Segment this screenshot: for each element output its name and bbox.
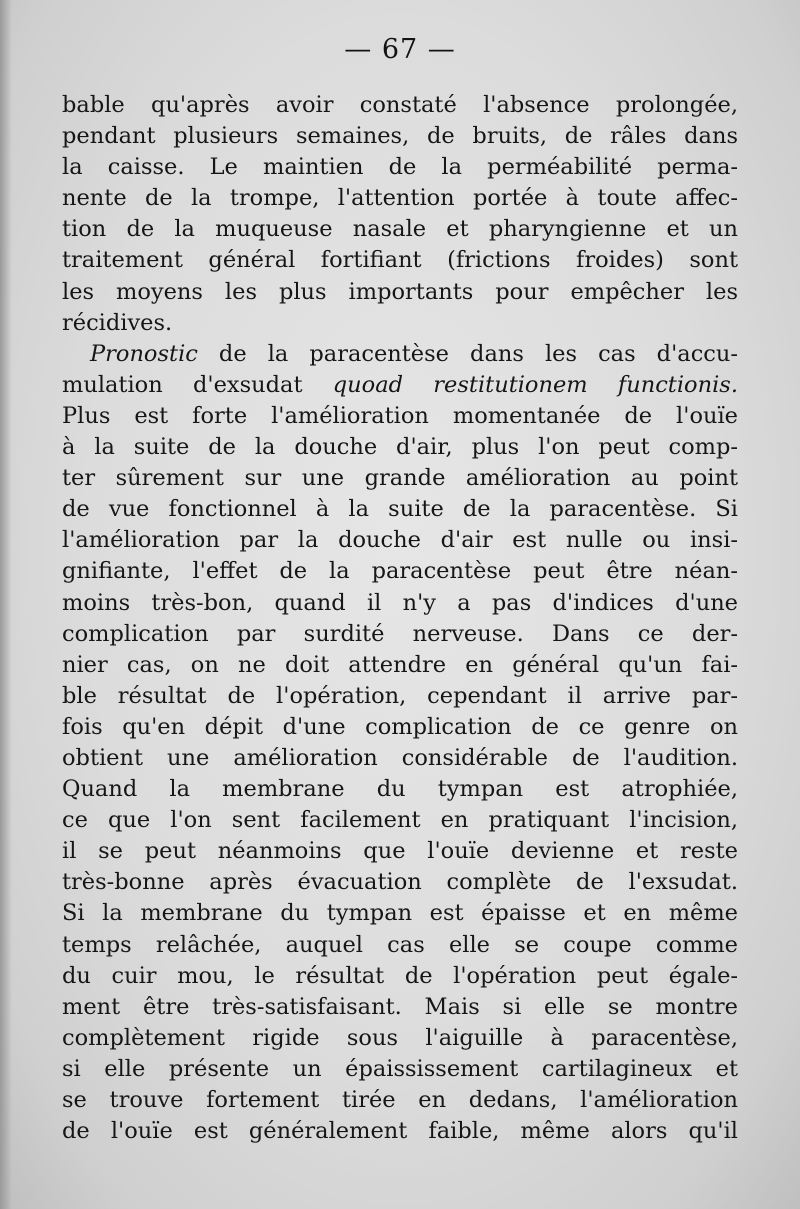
text-line: Si la membrane du tympan est épaisse et en même: [62, 900, 738, 927]
text-line: fois qu'en dépit d'une complication de ce genre on: [62, 713, 738, 740]
text-segment: mulation d'exsudat: [62, 371, 333, 398]
text-line: l'amélioration par la douche d'air est nulle ou insi-: [62, 527, 738, 554]
text-line: de vue fonctionnel à la suite de la paracentèse. Si: [62, 496, 738, 523]
text-line: de l'ouïe est généralement faible, même alors qu'il: [62, 1118, 738, 1145]
text-line: les moyens les plus importants pour empêcher les: [62, 278, 738, 305]
body-text: [62, 90, 738, 1147]
text-line: obtient une amélioration considérable de l'audition.: [62, 744, 738, 771]
text-line: [62, 339, 738, 370]
text-line: récidives.: [62, 309, 173, 336]
text-line: la caisse. Le maintien de la perméabilité perma-: [62, 154, 738, 181]
page-number: — 67 —: [344, 34, 456, 65]
text-line: moins très-bon, quand il n'y a pas d'indices d'une: [62, 589, 738, 616]
text-line: gnifiante, l'effet de la paracentèse peut être néan-: [62, 558, 738, 585]
text-line: à la suite de la douche d'air, plus l'on peut comp-: [62, 434, 738, 461]
text-line: Quand la membrane du tympan est atrophiée,: [62, 776, 738, 803]
text-line: très-bonne après évacuation complète de l'exsudat.: [62, 869, 738, 896]
text-line: tion de la muqueuse nasale et pharyngienne et un: [62, 216, 738, 243]
text-line: ble résultat de l'opération, cependant il arrive par-: [62, 682, 738, 709]
binding-shadow: [0, 0, 12, 1209]
text-line: ment être très-satisfaisant. Mais si elle se montre: [62, 993, 738, 1020]
text-line: il se peut néanmoins que l'ouïe devienne et reste: [62, 838, 738, 865]
italic-phrase: quoad restitutionem functionis.: [332, 371, 738, 398]
text-line: [62, 370, 738, 401]
text-line: se trouve fortement tirée en dedans, l'amélioration: [62, 1087, 738, 1113]
italic-phrase: Pronostic: [90, 340, 198, 367]
text-line: nier cas, on ne doit attendre en général qu'un fai-: [62, 651, 738, 678]
text-line: pendant plusieurs semaines, de bruits, de râles dans: [62, 123, 738, 150]
text-line: complication par surdité nerveuse. Dans ce der-: [62, 620, 738, 647]
text-line: si elle présente un épaississement cartilagineux et: [62, 1055, 738, 1082]
text-line: complètement rigide sous l'aiguille à paracentèse,: [62, 1024, 738, 1051]
text-line: Plus est forte l'amélioration momentanée de l'ouïe: [62, 402, 738, 429]
text-line: ce que l'on sent facilement en pratiquant l'incision,: [62, 807, 738, 834]
text-line: du cuir mou, le résultat de l'opération peut égale-: [62, 962, 738, 989]
text-line: temps relâchée, auquel cas elle se coupe comme: [62, 931, 738, 958]
text-segment: de la paracentèse dans les cas d'accu-: [197, 340, 738, 367]
text-line: bable qu'après avoir constaté l'absence prolongée,: [62, 92, 738, 118]
text-line: ter sûrement sur une grande amélioration au point: [62, 465, 738, 492]
text-line: nente de la trompe, l'attention portée à toute affec-: [62, 185, 738, 212]
text-line: traitement général fortifiant (frictions froides) sont: [62, 247, 738, 274]
